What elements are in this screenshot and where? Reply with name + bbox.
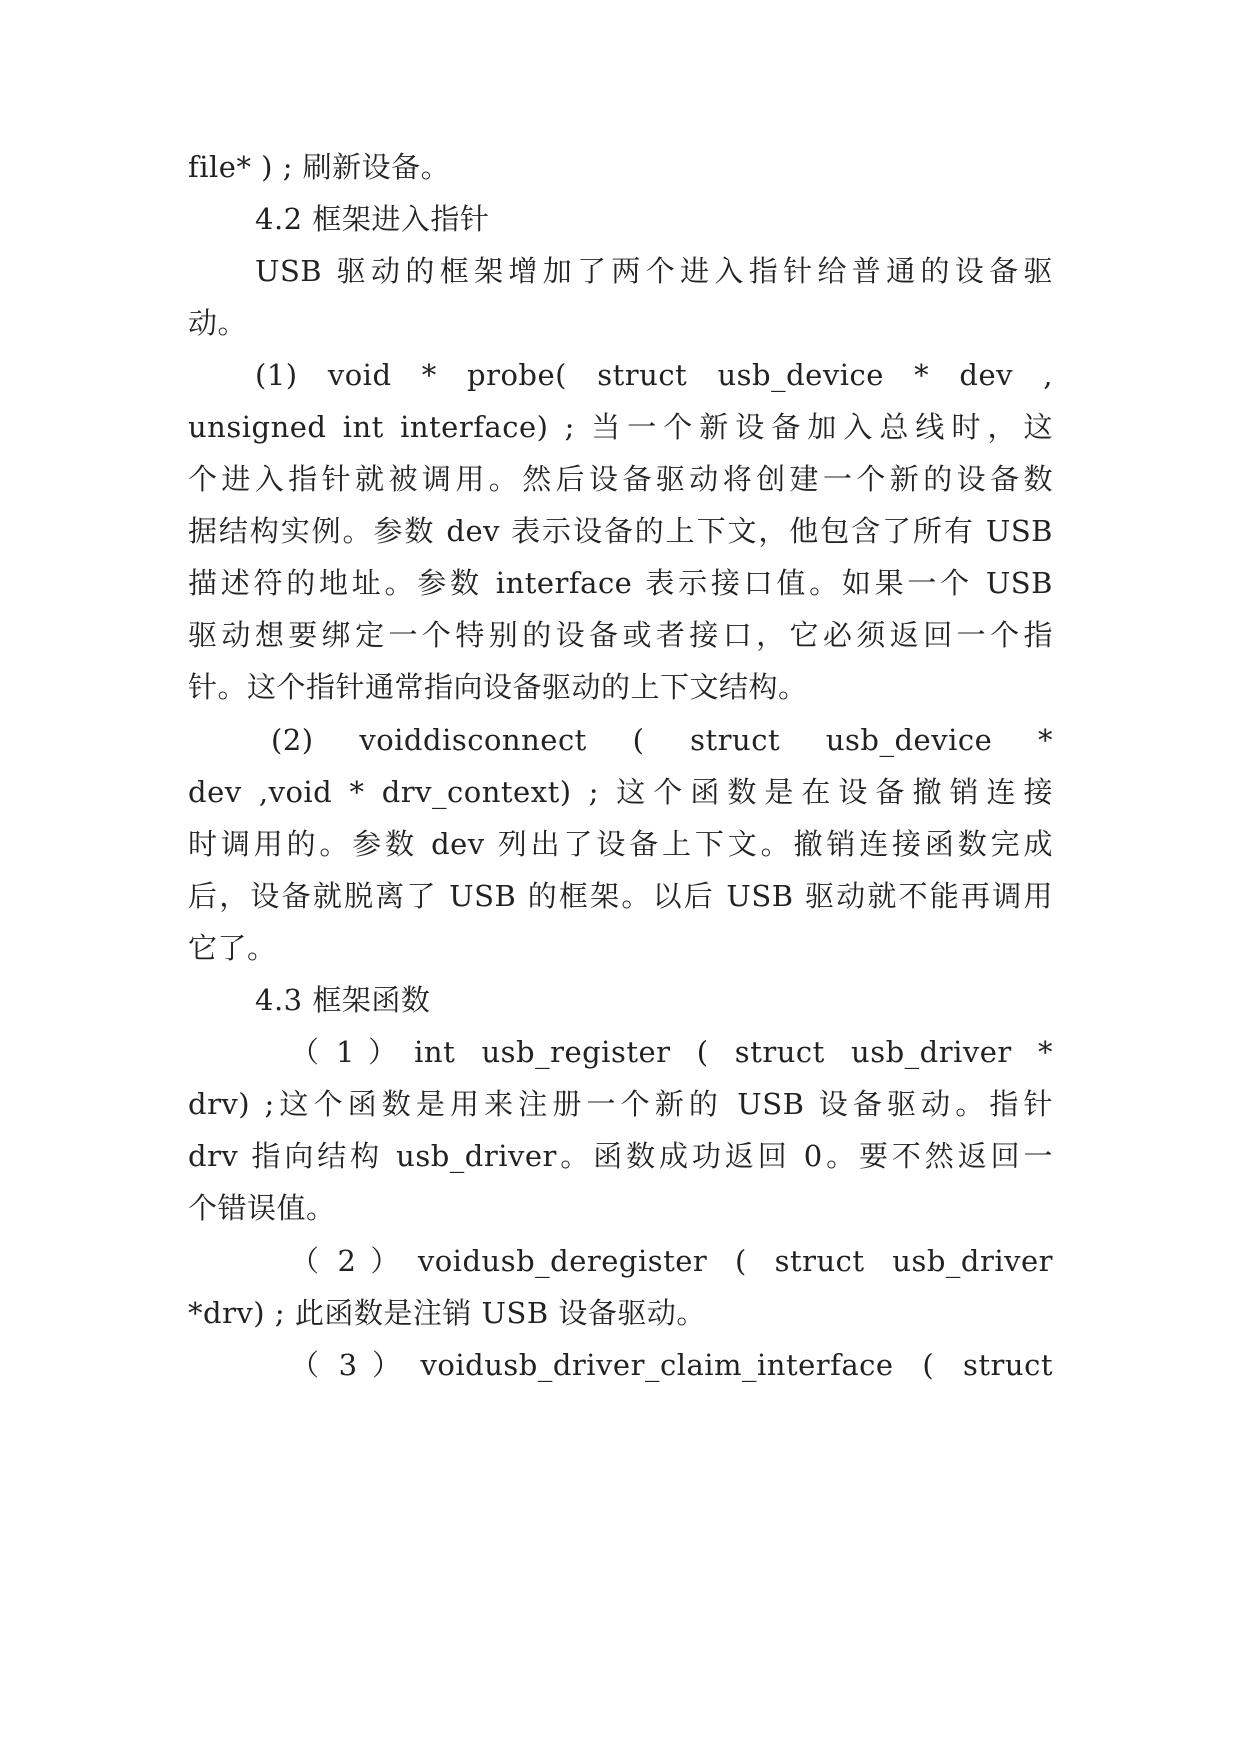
text-line: drv) ;这个函数是用来注册一个新的 USB 设备驱动。指针 (188, 1087, 1053, 1121)
text-line: 它了。 (188, 931, 277, 965)
text-line: （ 1 ） int usb_register ( struct usb_driver * (290, 1035, 1053, 1069)
text-line: 个进入指针就被调用。然后设备驱动将创建一个新的设备数 (188, 462, 1053, 496)
text-line: 描述符的地址。参数 interface 表示接口值。如果一个 USB (188, 566, 1053, 600)
text-line: 个错误值。 (188, 1191, 336, 1225)
text-line: （ 2 ） voidusb_deregister ( struct usb_driver (290, 1244, 1053, 1278)
text-line: 时调用的。参数 dev 列出了设备上下文。撤销连接函数完成 (188, 827, 1053, 861)
text-line: *drv) ; 此函数是注销 USB 设备驱动。 (188, 1296, 706, 1330)
section-heading: 4.2 框架进入指针 (255, 202, 490, 236)
text-line: file* ) ; 刷新设备。 (188, 150, 451, 184)
text-line: (1) void * probe( struct usb_device * dev , (255, 358, 1053, 392)
text-line: unsigned int interface) ; 当一个新设备加入总线时，这 (188, 410, 1053, 444)
text-line: drv 指向结构 usb_driver。函数成功返回 0。要不然返回一 (188, 1139, 1053, 1173)
text-line: 驱动想要绑定一个特别的设备或者接口，它必须返回一个指 (188, 618, 1053, 652)
text-line: 后，设备就脱离了 USB 的框架。以后 USB 驱动就不能再调用 (188, 879, 1053, 913)
text-line: dev ,void * drv_context) ; 这个函数是在设备撤销连接 (188, 775, 1053, 809)
text-line: (2) voiddisconnect ( struct usb_device * (271, 723, 1053, 757)
section-heading: 4.3 框架函数 (255, 983, 431, 1017)
text-line: 据结构实例。参数 dev 表示设备的上下文，他包含了所有 USB (188, 514, 1053, 548)
text-line: 动。 (188, 306, 248, 340)
text-line: （ 3 ） voidusb_driver_claim_interface ( struct (290, 1348, 1053, 1382)
text-line: USB 驱动的框架增加了两个进入指针给普通的设备驱 (255, 254, 1053, 288)
text-line: 针。这个指针通常指向设备驱动的上下文结构。 (188, 670, 808, 704)
